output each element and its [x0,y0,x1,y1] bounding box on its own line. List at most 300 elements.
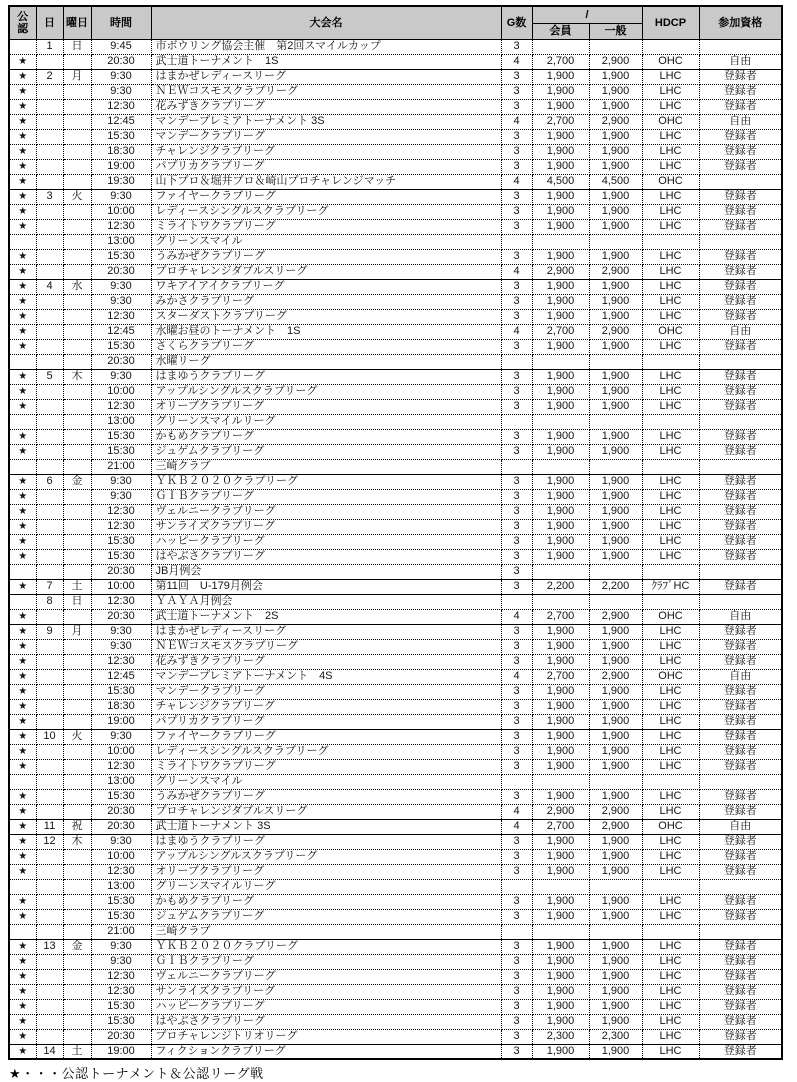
weekday-cell [63,129,91,144]
eligibility-cell: 登録者 [699,579,782,594]
table-row [9,264,782,279]
certified-star-cell: ★ [9,444,36,459]
general-fee-cell: 1,900 [589,654,642,669]
weekday-cell [63,609,91,624]
member-fee-cell: 1,900 [532,909,589,924]
member-fee-cell: 1,900 [532,1014,589,1029]
eligibility-cell: 登録者 [699,894,782,909]
event-name-cell: サンライズクラブリーグ [151,519,501,534]
table-row [9,1044,782,1059]
weekday-cell: 木 [63,834,91,849]
general-fee-cell [589,234,642,249]
hdcp-cell: LHC [642,534,699,549]
time-cell: 15:30 [91,429,151,444]
certified-star-cell: ★ [9,204,36,219]
games-cell: 3 [501,759,532,774]
event-name-cell: チャレンジクラブリーグ [151,144,501,159]
general-fee-cell: 1,900 [589,429,642,444]
weekday-cell [63,339,91,354]
hdcp-cell: OHC [642,819,699,834]
hdcp-cell [642,459,699,474]
member-fee-cell: 1,900 [532,699,589,714]
general-fee-cell: 1,900 [589,504,642,519]
time-cell: 18:30 [91,144,151,159]
table-row [9,774,782,789]
time-cell: 20:30 [91,609,151,624]
certified-star-cell [9,234,36,249]
time-cell: 9:30 [91,729,151,744]
event-name-cell: みかさクラブリーグ [151,294,501,309]
games-cell: 3 [501,789,532,804]
certified-star-cell: ★ [9,624,36,639]
table-row [9,189,782,204]
certified-star-cell: ★ [9,159,36,174]
member-fee-cell: 1,900 [532,444,589,459]
hdcp-cell: LHC [642,789,699,804]
time-cell: 10:00 [91,744,151,759]
table-row [9,879,782,894]
certified-star-cell: ★ [9,984,36,999]
member-fee-cell: 1,900 [532,309,589,324]
member-fee-cell: 1,900 [532,834,589,849]
event-name-cell: ＹＫＢ２０２０クラブリーグ [151,939,501,954]
weekday-cell [63,324,91,339]
weekday-cell: 木 [63,369,91,384]
games-cell: 3 [501,984,532,999]
eligibility-cell: 登録者 [699,864,782,879]
general-fee-cell: 1,900 [589,789,642,804]
certified-star-cell: ★ [9,669,36,684]
event-name-cell: ワキアイアイクラブリーグ [151,279,501,294]
weekday-cell: 日 [63,594,91,609]
event-name-cell: ジュゲムクラブリーグ [151,909,501,924]
event-name-cell: はやぶさクラブリーグ [151,549,501,564]
member-fee-cell: 2,700 [532,114,589,129]
games-cell: 4 [501,114,532,129]
weekday-cell [63,309,91,324]
games-cell [501,459,532,474]
weekday-cell [63,999,91,1014]
certified-star-cell [9,879,36,894]
general-fee-cell: 1,900 [589,534,642,549]
hdcp-cell: LHC [642,759,699,774]
event-name-cell: 山下プロ＆堀井プロ＆崎山プロチャレンジマッチ [151,174,501,189]
general-fee-cell: 1,900 [589,639,642,654]
certified-star-cell: ★ [9,174,36,189]
hdcp-cell: LHC [642,864,699,879]
member-fee-cell: 1,900 [532,69,589,84]
day-cell [36,429,63,444]
general-fee-cell: 1,900 [589,339,642,354]
event-name-cell: グリーンスマイルリーグ [151,879,501,894]
table-row [9,534,782,549]
general-fee-cell: 1,900 [589,399,642,414]
event-name-cell: はまかぜレディースリーグ [151,624,501,639]
eligibility-cell [699,564,782,579]
event-name-cell: 花みずきクラブリーグ [151,654,501,669]
general-fee-cell: 1,900 [589,444,642,459]
event-name-cell: かもめクラブリーグ [151,894,501,909]
member-fee-cell: 1,900 [532,969,589,984]
certified-star-cell: ★ [9,114,36,129]
games-cell: 3 [501,549,532,564]
eligibility-cell: 登録者 [699,474,782,489]
hdcp-cell: LHC [642,189,699,204]
hdcp-cell: LHC [642,1044,699,1059]
weekday-cell: 月 [63,69,91,84]
games-cell: 3 [501,339,532,354]
member-fee-cell: 1,900 [532,894,589,909]
member-fee-cell: 1,900 [532,294,589,309]
weekday-cell [63,864,91,879]
weekday-cell [63,204,91,219]
certified-legend: ★・・・公認トーナメント＆公認リーグ戦 [9,1066,264,1081]
hdcp-cell: LHC [642,519,699,534]
member-fee-cell: 1,900 [532,129,589,144]
games-cell: 4 [501,609,532,624]
time-cell: 9:30 [91,189,151,204]
table-row [9,489,782,504]
games-cell: 3 [501,369,532,384]
event-name-cell: 武士道トーナメント 2S [151,609,501,624]
certified-star-cell: ★ [9,549,36,564]
table-row [9,759,782,774]
time-cell: 9:45 [91,39,151,54]
hdcp-cell: LHC [642,504,699,519]
general-fee-cell [589,414,642,429]
time-cell: 21:00 [91,924,151,939]
time-cell: 12:45 [91,114,151,129]
games-cell: 3 [501,969,532,984]
games-cell: 3 [501,714,532,729]
table-row [9,414,782,429]
table-row [9,294,782,309]
day-cell: 8 [36,594,63,609]
games-cell: 3 [501,654,532,669]
day-cell [36,519,63,534]
certified-star-cell: ★ [9,189,36,204]
member-fee-cell: 1,900 [532,759,589,774]
event-name-cell: アップルシングルスクラブリーグ [151,849,501,864]
day-cell [36,699,63,714]
certified-star-cell: ★ [9,309,36,324]
games-cell: 3 [501,699,532,714]
weekday-cell [63,744,91,759]
eligibility-cell: 登録者 [699,1044,782,1059]
hdcp-cell: LHC [642,249,699,264]
day-cell [36,654,63,669]
weekday-cell [63,264,91,279]
games-cell: 3 [501,249,532,264]
certified-star-cell: ★ [9,429,36,444]
day-cell [36,549,63,564]
games-cell: 3 [501,144,532,159]
certified-star-cell: ★ [9,369,36,384]
general-fee-cell: 1,900 [589,99,642,114]
table-row [9,399,782,414]
eligibility-cell: 登録者 [699,954,782,969]
certified-star-cell [9,39,36,54]
event-name-cell: 花みずきクラブリーグ [151,99,501,114]
weekday-cell: 月 [63,624,91,639]
general-fee-cell: 1,900 [589,864,642,879]
day-cell [36,264,63,279]
time-cell: 19:00 [91,714,151,729]
time-cell: 15:30 [91,129,151,144]
weekday-cell [63,459,91,474]
games-cell: 4 [501,324,532,339]
member-fee-cell: 1,900 [532,684,589,699]
event-name-cell: オリーブクラブリーグ [151,864,501,879]
day-cell [36,399,63,414]
general-fee-cell: 1,900 [589,519,642,534]
hdcp-cell: LHC [642,984,699,999]
event-name-cell: プロチャレンジダブルスリーグ [151,264,501,279]
member-fee-cell [532,39,589,54]
games-cell: 3 [501,939,532,954]
table-row [9,924,782,939]
eligibility-cell: 登録者 [699,384,782,399]
weekday-cell [63,684,91,699]
table-row [9,669,782,684]
hdcp-cell: OHC [642,54,699,69]
day-cell [36,609,63,624]
general-fee-cell: 1,900 [589,189,642,204]
general-fee-cell [589,354,642,369]
table-row [9,549,782,564]
table-row [9,894,782,909]
table-row [9,864,782,879]
certified-star-cell: ★ [9,804,36,819]
table-row [9,999,782,1014]
day-cell [36,129,63,144]
weekday-cell [63,384,91,399]
weekday-cell [63,879,91,894]
weekday-cell [63,219,91,234]
hdcp-cell [642,924,699,939]
eligibility-cell: 登録者 [699,129,782,144]
games-cell: 3 [501,429,532,444]
event-name-cell: ＮＥＷコスモスクラブリーグ [151,639,501,654]
hdcp-cell: LHC [642,444,699,459]
games-cell: 4 [501,264,532,279]
eligibility-cell: 登録者 [699,399,782,414]
hdcp-cell: LHC [642,849,699,864]
games-cell [501,774,532,789]
weekday-cell [63,909,91,924]
event-name-cell: はまゆうクラブリーグ [151,834,501,849]
event-name-cell: グリーンスマイル [151,774,501,789]
hdcp-cell: LHC [642,654,699,669]
eligibility-cell: 登録者 [699,429,782,444]
member-fee-cell [532,924,589,939]
time-cell: 20:30 [91,819,151,834]
certified-star-cell [9,774,36,789]
event-name-cell: チャレンジクラブリーグ [151,699,501,714]
event-name-cell: ミライトワクラブリーグ [151,759,501,774]
day-cell: 1 [36,39,63,54]
member-fee-cell [532,414,589,429]
event-name-cell: ヴェルニークラブリーグ [151,969,501,984]
day-cell: 13 [36,939,63,954]
event-name-cell: ヴェルニークラブリーグ [151,504,501,519]
table-row [9,39,782,54]
member-fee-cell: 2,700 [532,819,589,834]
weekday-cell [63,714,91,729]
table-row [9,234,782,249]
table-row [9,219,782,234]
day-cell [36,504,63,519]
general-fee-cell: 1,900 [589,84,642,99]
general-fee-cell: 2,900 [589,54,642,69]
event-name-cell: ファイヤークラブリーグ [151,729,501,744]
day-cell [36,309,63,324]
day-cell [36,219,63,234]
hdcp-cell [642,234,699,249]
eligibility-cell: 登録者 [699,684,782,699]
games-cell: 3 [501,129,532,144]
event-name-cell: ファイヤークラブリーグ [151,189,501,204]
event-name-cell: ミライトワクラブリーグ [151,219,501,234]
general-fee-cell: 1,900 [589,1044,642,1059]
games-cell: 3 [501,489,532,504]
hdcp-cell: LHC [642,429,699,444]
weekday-cell: 火 [63,189,91,204]
eligibility-cell: 登録者 [699,759,782,774]
weekday-cell: 金 [63,474,91,489]
col-header-eligibility: 参加資格 [699,6,782,39]
games-cell [501,594,532,609]
eligibility-cell: 登録者 [699,99,782,114]
table-row [9,609,782,624]
certified-star-cell: ★ [9,759,36,774]
eligibility-cell: 登録者 [699,834,782,849]
weekday-cell: 金 [63,939,91,954]
eligibility-cell: 登録者 [699,189,782,204]
hdcp-cell: LHC [642,684,699,699]
games-cell: 3 [501,519,532,534]
day-cell [36,144,63,159]
general-fee-cell: 1,900 [589,684,642,699]
certified-star-cell: ★ [9,294,36,309]
event-name-cell: グリーンスマイル [151,234,501,249]
member-fee-cell: 1,900 [532,474,589,489]
certified-star-cell: ★ [9,84,36,99]
weekday-cell [63,54,91,69]
eligibility-cell: 登録者 [699,159,782,174]
time-cell: 12:30 [91,219,151,234]
table-row [9,99,782,114]
games-cell: 3 [501,444,532,459]
games-cell: 3 [501,639,532,654]
general-fee-cell [589,774,642,789]
weekday-cell [63,294,91,309]
time-cell: 19:30 [91,174,151,189]
games-cell: 3 [501,684,532,699]
day-cell [36,249,63,264]
general-fee-cell: 1,900 [589,984,642,999]
hdcp-cell: LHC [642,69,699,84]
hdcp-cell: LHC [642,144,699,159]
day-cell [36,879,63,894]
time-cell: 18:30 [91,699,151,714]
day-cell [36,54,63,69]
general-fee-cell: 1,900 [589,894,642,909]
weekday-cell [63,894,91,909]
time-cell: 9:30 [91,834,151,849]
weekday-cell [63,654,91,669]
time-cell: 15:30 [91,999,151,1014]
table-row [9,339,782,354]
hdcp-cell: LHC [642,969,699,984]
time-cell: 12:30 [91,969,151,984]
table-row [9,279,782,294]
member-fee-cell: 1,900 [532,549,589,564]
day-cell [36,159,63,174]
certified-star-cell: ★ [9,1014,36,1029]
eligibility-cell: 登録者 [699,489,782,504]
table-row [9,474,782,489]
table-row [9,429,782,444]
certified-star-cell: ★ [9,519,36,534]
eligibility-cell: 登録者 [699,309,782,324]
certified-star-cell: ★ [9,729,36,744]
eligibility-cell: 登録者 [699,84,782,99]
eligibility-cell: 登録者 [699,249,782,264]
games-cell: 3 [501,399,532,414]
certified-star-cell: ★ [9,579,36,594]
day-cell [36,864,63,879]
table-row [9,54,782,69]
time-cell: 12:45 [91,669,151,684]
member-fee-cell [532,564,589,579]
certified-star-cell: ★ [9,654,36,669]
event-name-cell: ＮＥＷコスモスクラブリーグ [151,84,501,99]
certified-star-cell: ★ [9,954,36,969]
weekday-cell [63,84,91,99]
games-cell: 3 [501,279,532,294]
games-cell: 3 [501,729,532,744]
member-fee-cell [532,354,589,369]
hdcp-cell [642,594,699,609]
general-fee-cell [589,564,642,579]
member-fee-cell: 1,900 [532,369,589,384]
event-name-cell: ジュゲムクラブリーグ [151,444,501,459]
day-cell [36,414,63,429]
table-row [9,369,782,384]
general-fee-cell: 1,900 [589,744,642,759]
time-cell: 15:30 [91,789,151,804]
member-fee-cell: 1,900 [532,954,589,969]
day-cell: 2 [36,69,63,84]
table-row [9,129,782,144]
day-cell [36,459,63,474]
member-fee-cell: 1,900 [532,654,589,669]
general-fee-cell: 1,900 [589,219,642,234]
games-cell: 3 [501,579,532,594]
time-cell: 12:30 [91,309,151,324]
schedule-body [9,39,782,1059]
time-cell: 9:30 [91,489,151,504]
member-fee-cell: 2,900 [532,264,589,279]
games-cell: 3 [501,1044,532,1059]
time-cell: 15:30 [91,684,151,699]
eligibility-cell: 登録者 [699,369,782,384]
hdcp-cell: LHC [642,309,699,324]
day-cell [36,234,63,249]
eligibility-cell: 自由 [699,324,782,339]
col-header-weekday: 曜日 [63,6,91,39]
